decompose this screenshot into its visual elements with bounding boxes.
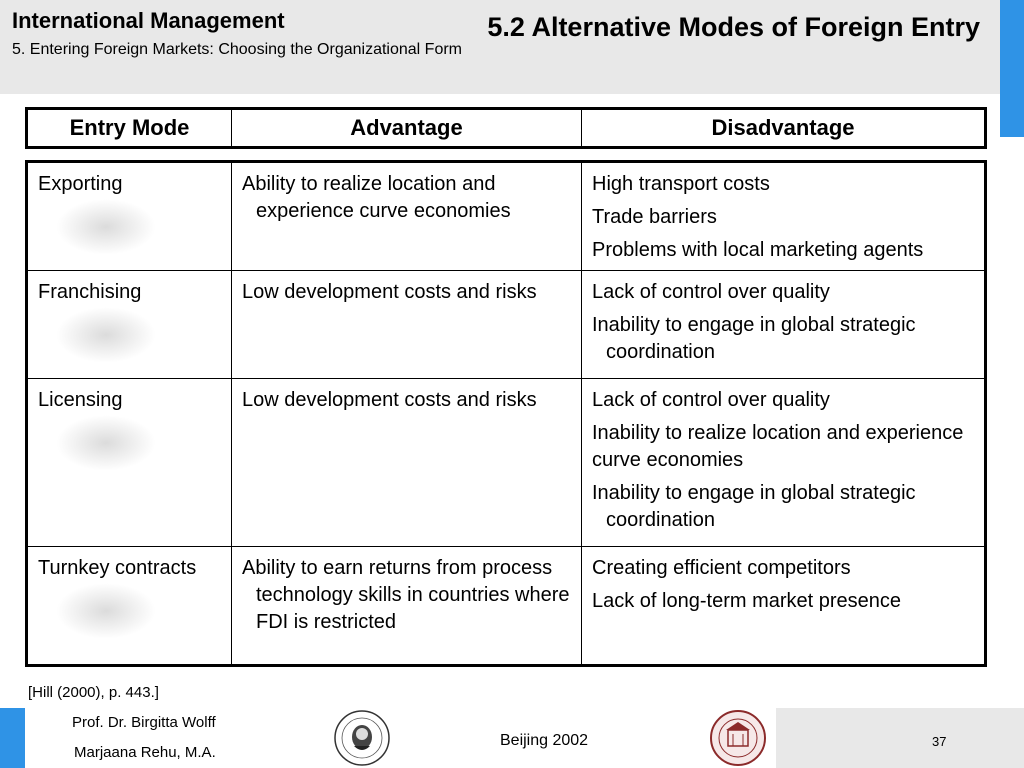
table-row <box>27 379 986 547</box>
page-number: 37 <box>932 734 947 749</box>
disadvantage-cell <box>582 271 986 379</box>
advantage-cell <box>232 162 582 271</box>
column-header-disadvantage: Disadvantage <box>582 109 986 148</box>
course-subtitle: 5. Entering Foreign Markets: Choosing the Organizational Form <box>12 41 462 58</box>
entry-mode-table <box>25 160 987 667</box>
disadvantage-item: Inability to engage in global strategic coordination <box>592 482 916 531</box>
advantage-cell <box>232 379 582 547</box>
disadvantage-item: Creating efficient competitors <box>592 557 851 579</box>
slide-title: 5.2 Alternative Modes of Foreign Entry <box>487 12 980 42</box>
entry-mode-cell <box>27 547 232 666</box>
footer-accent-bar <box>0 708 25 768</box>
disadvantage-cell <box>582 162 986 271</box>
advantage-text: Low development costs and risks <box>242 281 537 303</box>
advantage-text: Ability to realize location and experience curve economies <box>242 173 511 222</box>
author-name-1: Prof. Dr. Birgitta Wolff <box>72 714 216 731</box>
decorative-blur <box>56 307 156 363</box>
entry-mode-cell <box>27 379 232 547</box>
table-row <box>27 271 986 379</box>
disadvantage-item: Inability to engage in global strategic coordination <box>592 314 916 363</box>
disadvantage-item: High transport costs <box>592 173 770 195</box>
advantage-cell <box>232 547 582 666</box>
disadvantage-item: Problems with local marketing agents <box>592 239 924 261</box>
advantage-text: Ability to earn returns from process technology skills in countries where FDI is restricted <box>242 557 570 633</box>
advantage-text: Low development costs and risks <box>242 389 537 411</box>
column-header-advantage: Advantage <box>232 109 582 148</box>
entry-mode-label: Franchising <box>38 281 142 303</box>
decorative-blur <box>56 583 156 639</box>
disadvantage-item: Trade barriers <box>592 206 717 228</box>
beijing-normal-university-seal-icon <box>700 708 776 768</box>
disadvantage-item: Lack of long-term market presence <box>592 590 902 612</box>
disadvantage-cell <box>582 547 986 666</box>
decorative-blur <box>56 415 156 471</box>
course-title: International Management <box>12 8 285 33</box>
advantage-cell <box>232 271 582 379</box>
disadvantage-item: Inability to realize location and experience curve economies <box>592 422 964 471</box>
table-row <box>27 162 986 271</box>
header-accent-bar <box>1000 0 1024 137</box>
entry-mode-label: Turnkey contracts <box>38 557 197 579</box>
place-date: Beijing 2002 <box>500 732 589 749</box>
table-header <box>25 107 987 149</box>
citation: [Hill (2000), p. 443.] <box>28 684 159 701</box>
table-row <box>27 547 986 666</box>
author-name-2: Marjaana Rehu, M.A. <box>74 744 216 761</box>
disadvantage-cell <box>582 379 986 547</box>
entry-mode-label: Licensing <box>38 389 123 411</box>
disadvantage-item: Lack of control over quality <box>592 281 830 303</box>
entry-mode-cell <box>27 162 232 271</box>
university-seal-icon <box>324 708 400 768</box>
entry-mode-label: Exporting <box>38 173 123 195</box>
entry-mode-cell <box>27 271 232 379</box>
column-header-entry-mode: Entry Mode <box>69 115 190 140</box>
disadvantage-item: Lack of control over quality <box>592 389 830 411</box>
decorative-blur <box>56 199 156 255</box>
